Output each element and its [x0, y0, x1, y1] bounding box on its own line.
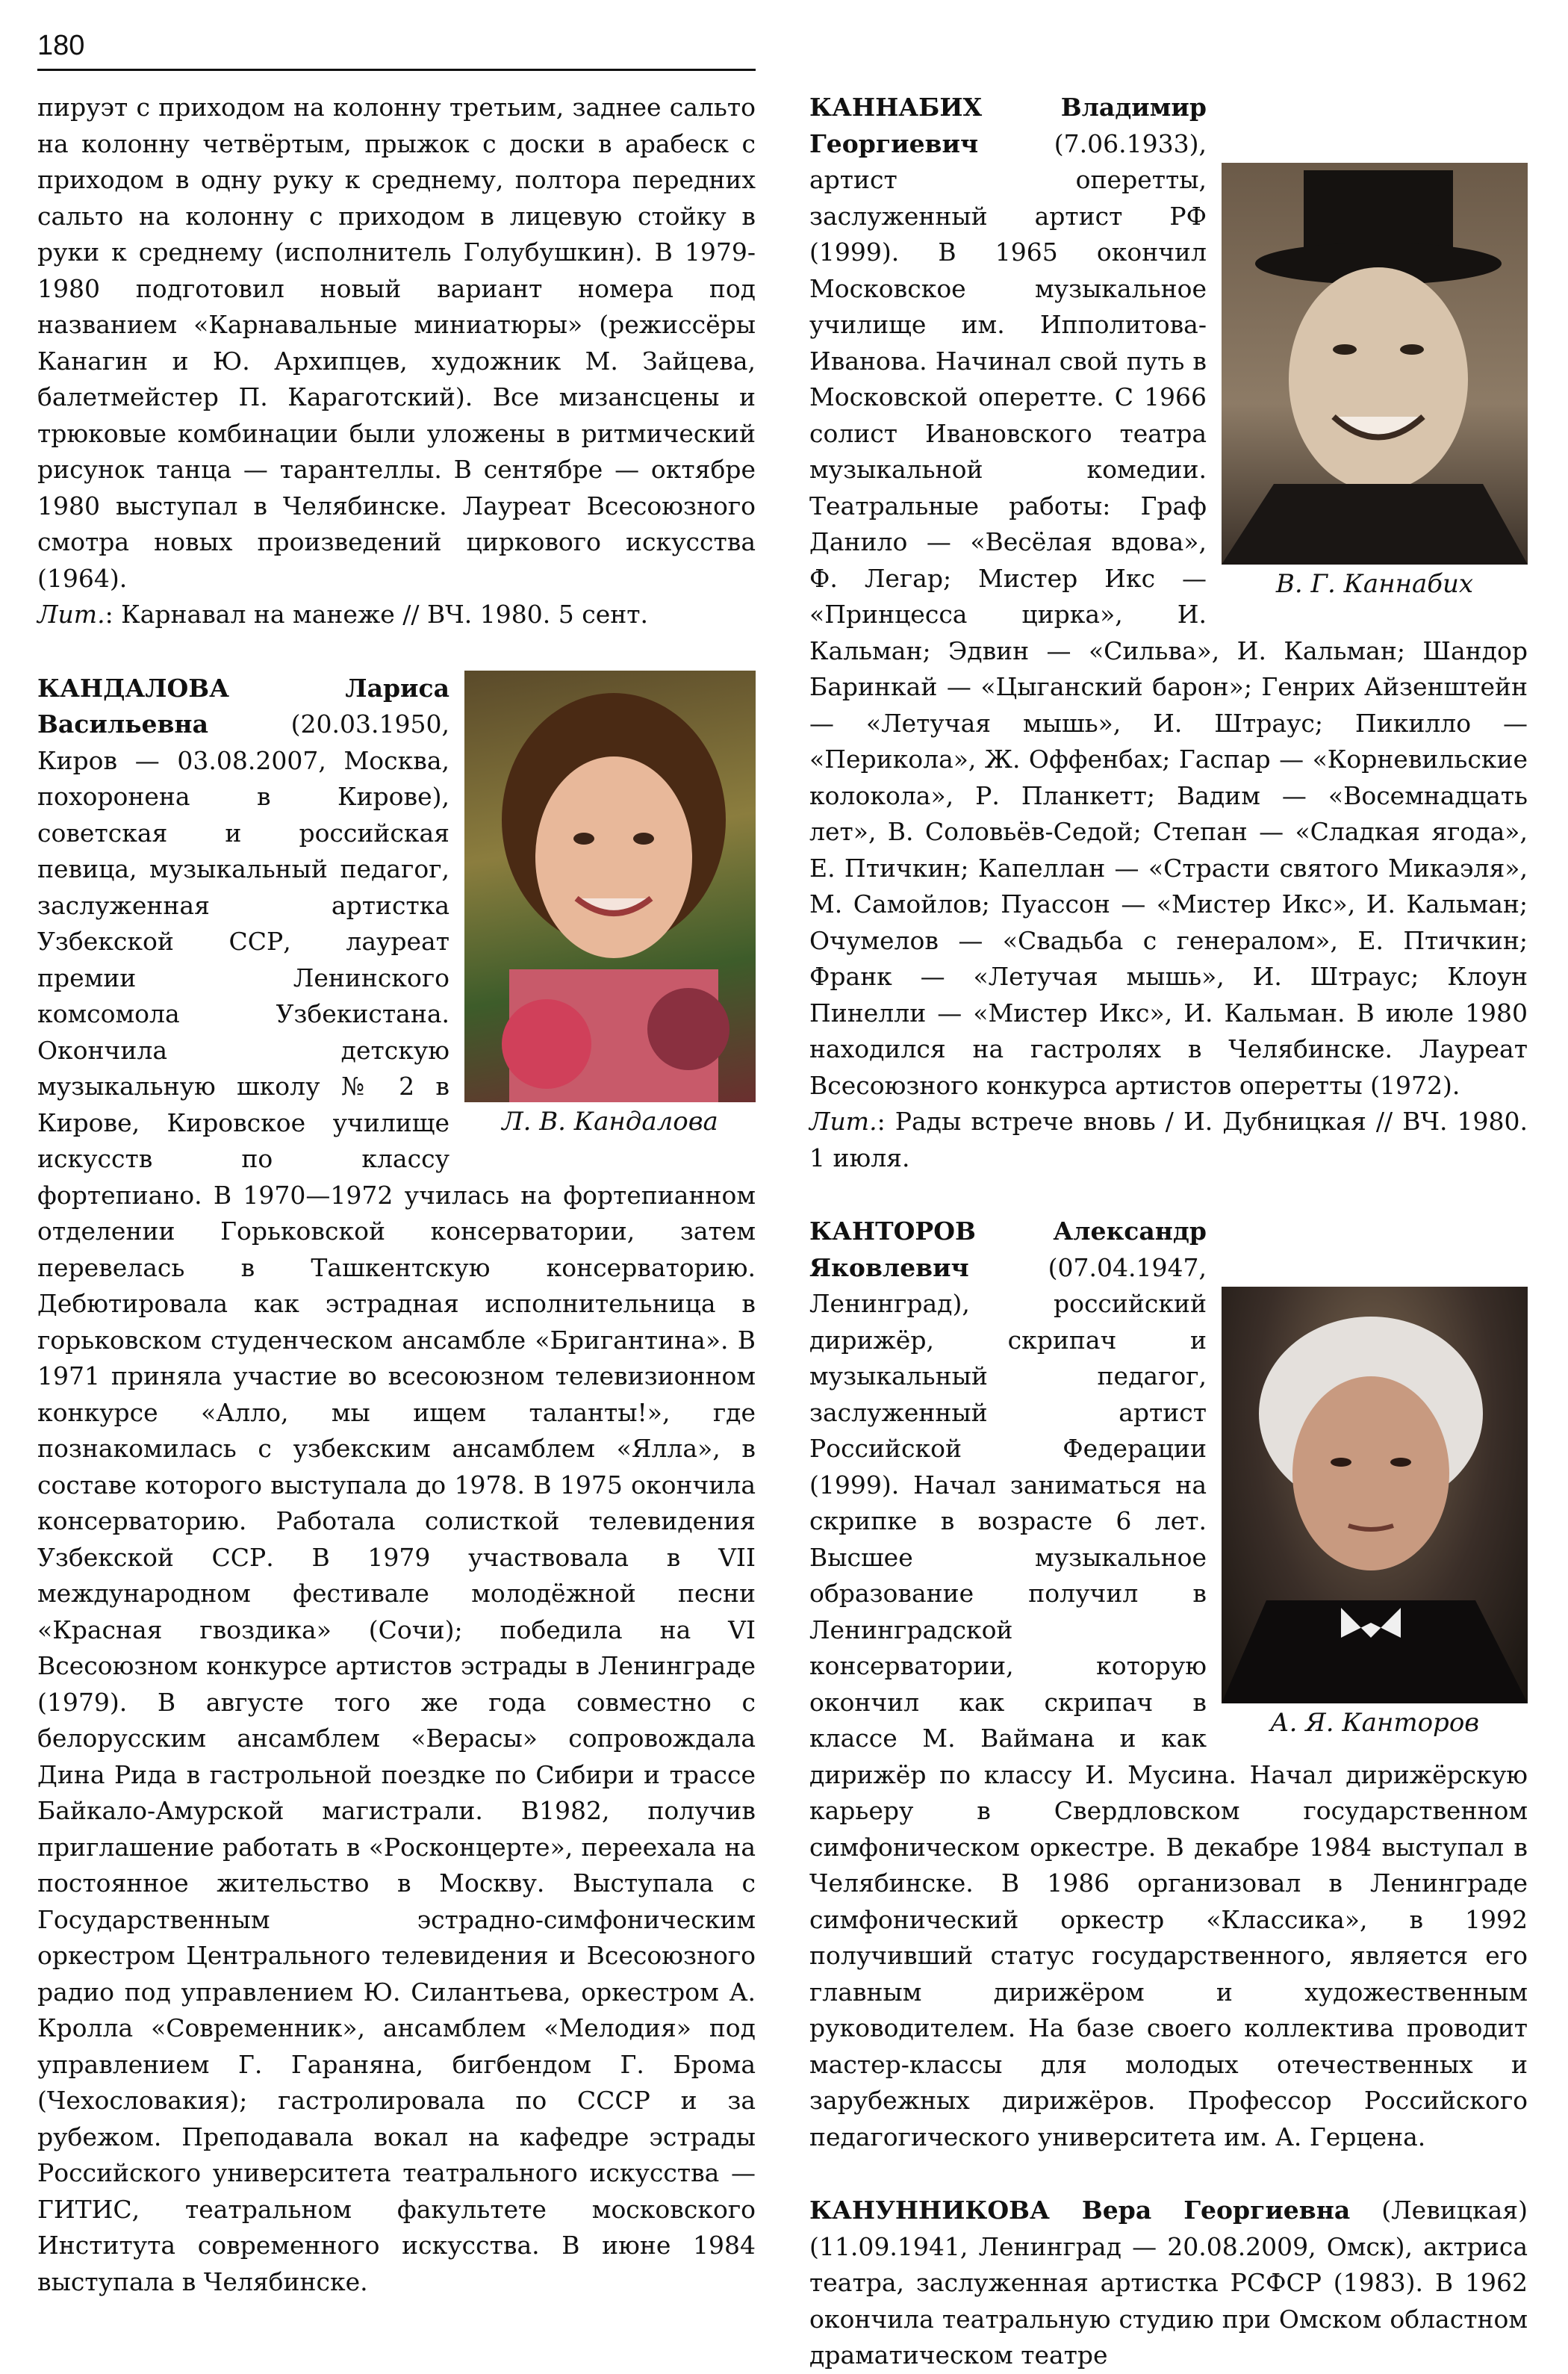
entry-kanunnikova	[809, 2193, 1528, 2374]
photo-kantorov	[1222, 1287, 1528, 1703]
header-rule	[37, 69, 756, 71]
lit-text: : Рады встрече вновь / И. Дубницкая // ВЧ. 1980. 1 июля.	[809, 1107, 1528, 1172]
figure-kannabih	[1222, 163, 1528, 603]
entry-body: (Левицкая) (11.09.1941, Ленинград — 20.08.2009, Омск), актриса театра, заслуженная артистка РСФСР (1983). В 1962 окончила театральную студию при Омском областном драматическом театре	[809, 2196, 1528, 2370]
entry-kannabih	[809, 90, 1528, 1104]
portrait-illustration	[1222, 1287, 1528, 1703]
page-number: 180	[37, 30, 85, 61]
photo-kannabih	[1222, 163, 1528, 565]
lit-label: Лит.	[37, 600, 105, 629]
entry-heading: КАННАБИХ Владимир Георгиевич	[809, 93, 1207, 158]
right-column	[809, 90, 1528, 2374]
entry-body: (07.04.1947, Ленинград), российский дирижёр, скрипач и музыкальный педагог, заслуженный артист Российской Федерации (1999). Начал заниматься на скрипке в возрасте 6 лет. Высшее музыкальное образование получил в Ленинградской консерватории, которую окончил как скрипач в классе М. Ваймана и как дирижёр по классу И. Мусина. Начал дирижёрскую карьеру в Свердловском государственном симфоническом оркестре. В декабре 1984 выступал в Челябинске. В 1986 организовал в Ленинграде симфонический оркестр «Классика», в 1992 получивший статус государственного, является его главным дирижёром и художественным руководителем. На базе своего коллектива проводит мастер-классы для молодых отечественных и зарубежных дирижёров. Профессор Российского педагогического университета им. А. Герцена.	[809, 1252, 1528, 2151]
literature-ref	[809, 1104, 1528, 1176]
literature-ref	[37, 597, 756, 633]
lit-text: : Карнавал на манеже // ВЧ. 1980. 5 сент.	[105, 600, 648, 629]
entry-kandalova	[37, 671, 756, 2301]
portrait-illustration	[464, 671, 756, 1102]
entry-continuation	[37, 90, 756, 597]
entry-kantorov	[809, 1214, 1528, 2155]
portrait-illustration	[1222, 163, 1528, 565]
entry-heading: КАНДАЛОВА Лариса Васильевна	[37, 673, 449, 739]
entry-body: (20.03.1950, Киров — 03.08.2007, Москва, похоронена в Кирове), советская и российская певица, музыкальный педагог, заслуженная артистка Узбекской ССР, лауреат премии Ленинского комсомола Узбекистана. Окончила детскую музыкальную школу № 2 в Кирове, Кировское училище искусств по классу фортепиано. В 1970—1972 училась на фортепианном отделении Горьковской консерватории, затем перевелась в Ташкентскую консерваторию. Дебютировала как эстрадная исполнительница в горьковском студенческом ансамбле «Бригантина». В 1971 приняла участие во всесоюзном телевизионном конкурсе «Алло, мы ищем таланты!», где познакомилась с узбекским ансамблем «Ялла», в составе которого выступала до 1978. В 1975 окончила консерваторию. Работала солисткой телевидения Узбекской ССР. В 1979 участвовала в VII международном фестивале молодёжной песни «Красная гвоздика» (Сочи); победила на VI Всесоюзном конкурсе артистов эстрады в Ленинграде (1979). В августе того же года совместно с белорусским ансамблем «Верасы» сопровождала Дина Рида в гастрольной поездке по Сибири и трассе Байкало-Амурской магистрали. В1982, получив приглашение работать в «Росконцерте», переехала на постоянное жительство в Москву. Выступала с Государственным эстрадно-симфоническим оркестром Центрального телевидения и Всесоюзного радио под управлением Ю. Силантьева, оркестром А. Кролла «Современник», ансамблем «Мелодия» под управлением Г. Гараняна, бигбендом Г. Брома (Чехословакия); гастролировала по СССР и за рубежом. Преподавала вокал на кафедре эстрады Российского университета театрального искусства — ГИТИС, театральном факультете московского Института современного искусства. В июне 1984 выступала в Челябинске.	[37, 709, 756, 2296]
entry-heading: КАНУННИКОВА Вера Георгиевна	[809, 2196, 1351, 2225]
entry-heading: КАНТОРОВ Александр Яковлевич	[809, 1216, 1207, 1282]
entry-body: (7.06.1933), артист оперетты, заслуженный артист РФ (1999). В 1965 окончил Московское музыкальное училище им. Ипполитова-Иванова. Начинал свой путь в Московской оперетте. С 1966 солист Ивановского театра музыкальной комедии. Театральные работы: Граф Данило — «Весёлая вдова», Ф. Легар; Мистер Икс — «Принцесса цирка», И. Кальман; Эдвин — «Сильва», И. Кальман; Шандор Баринкай — «Цыганский барон»; Генрих Айзенштейн — «Летучая мышь», И. Штраус; Пикилло — «Перикола», Ж. Оффенбах; Гаспар — «Корневильские колокола», Р. Планкетт; Вадим — «Восемнадцать лет», В. Соловьёв-Седой; Степан — «Сладкая ягода», Е. Птичкин; Капеллан — «Страсти святого Микаэля», М. Самойлов; Пуассон — «Мистер Икс», И. Кальман; Очумелов — «Свадьба с генералом», Е. Птичкин; Франк — «Летучая мышь», И. Штраус; Клоун Пинелли — «Мистер Икс», И. Кальман. В июле 1980 находился на гастролях в Челябинске. Лауреат Всесоюзного конкурса артистов оперетты (1972).	[809, 128, 1528, 1100]
left-column	[37, 90, 756, 2300]
lit-label: Лит.	[809, 1107, 877, 1136]
entry-continuation-text: пируэт с приходом на колонну третьим, заднее сальто на колонну четвёртым, прыжок с доски в арабеск с приходом в одну руку к среднему, полтора передних сальто на колонну с приходом в лицевую стойку в руки к среднему (исполнитель Голубушкин). В 1979-1980 подготовил новый вариант номера под названием «Карнавальные миниатюры» (режиссёры Канагин и Ю. Архипцев, художник М. Зайцева, балетмейстер П. Караготский). Все мизансцены и трюковые комбинации были уложены в ритмический рисунок танца — тарантеллы. В сентябре — октябре 1980 выступал в Челябинске. Лауреат Всесоюзного смотра новых произведений циркового искусства (1964).	[37, 93, 756, 593]
figure-kantorov	[1222, 1287, 1528, 1742]
caption-kantorov: А. Я. Канторов	[1269, 1708, 1480, 1738]
caption-kandalova: Л. В. Кандалова	[502, 1106, 718, 1137]
photo-kandalova	[464, 671, 756, 1102]
figure-kandalova	[464, 671, 756, 1141]
caption-kannabih: В. Г. Каннабих	[1275, 569, 1474, 599]
